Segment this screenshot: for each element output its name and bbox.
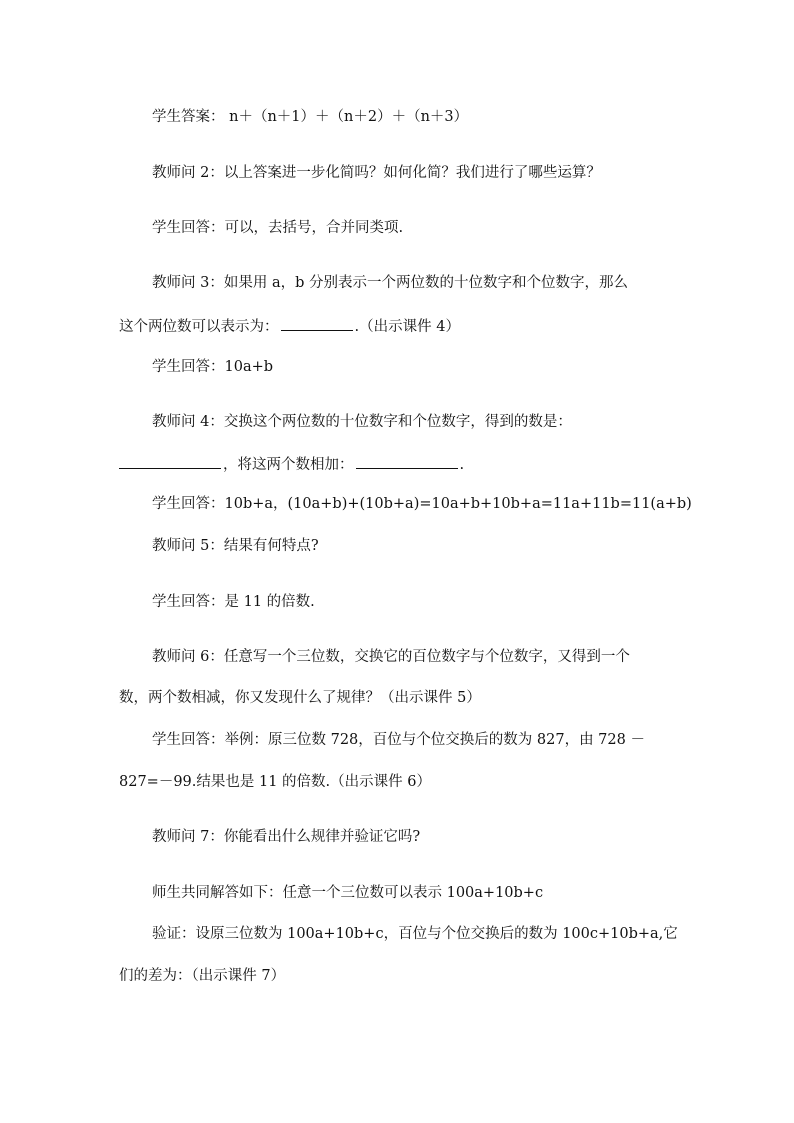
fill-blank-3	[356, 454, 458, 469]
fill-blank-1	[281, 316, 353, 331]
teacher-question-4-line-1: 教师问 4：交换这个两位数的十位数字和个位数字，得到的数是：	[152, 414, 572, 430]
student-reply-4: 学生回答：10b+a，(10a+b)+(10b+a)=10a+b+10b+a=11a+11b=11(a+b)	[152, 496, 692, 512]
question-4-middle: ，将这两个数相加：	[223, 457, 354, 473]
teacher-question-6-line-1: 教师问 6：任意写一个三位数，交换它的百位数字与个位数字，又得到一个	[152, 649, 630, 665]
teacher-question-2: 教师问 2：以上答案进一步化简吗？如何化简？我们进行了哪些运算？	[152, 165, 601, 181]
teacher-question-4-line-2	[119, 454, 464, 475]
teacher-question-3-line-1: 教师问 3：如果用 a，b 分别表示一个两位数的十位数字和个位数字，那么	[152, 275, 628, 291]
question-3-suffix: .（出示课件 4）	[354, 319, 460, 335]
student-reply-3: 学生回答：10a+b	[152, 359, 274, 375]
student-answer-1: 学生答案： n＋（n＋1）＋（n＋2）＋（n＋3）	[152, 109, 469, 125]
joint-solution: 师生共同解答如下：任意一个三位数可以表示 100a+10b+c	[152, 885, 544, 901]
student-reply-6-line-1: 学生回答：举例：原三位数 728，百位与个位交换后的数为 827，由 728 －	[152, 732, 645, 748]
question-4-suffix: .	[459, 457, 465, 473]
fill-blank-2	[119, 454, 221, 469]
verification-line-2: 们的差为：（出示课件 7）	[119, 968, 286, 984]
student-reply-5: 学生回答：是 11 的倍数.	[152, 594, 315, 610]
student-reply-6-line-2: 827=－99.结果也是 11 的倍数.（出示课件 6）	[119, 774, 431, 790]
teacher-question-7: 教师问 7：你能看出什么规律并验证它吗?	[152, 829, 421, 845]
verification-line-1: 验证：设原三位数为 100a+10b+c，百位与个位交换后的数为 100c+10b+a,它	[152, 926, 678, 942]
student-reply-2: 学生回答：可以，去括号，合并同类项.	[152, 220, 404, 236]
teacher-question-5: 教师问 5：结果有何特点?	[152, 538, 319, 554]
teacher-question-6-line-2: 数，两个数相减，你又发现什么了规律？（出示课件 5）	[119, 690, 481, 706]
question-3-prefix: 这个两位数可以表示为：	[119, 319, 279, 335]
teacher-question-3-line-2	[119, 316, 460, 337]
